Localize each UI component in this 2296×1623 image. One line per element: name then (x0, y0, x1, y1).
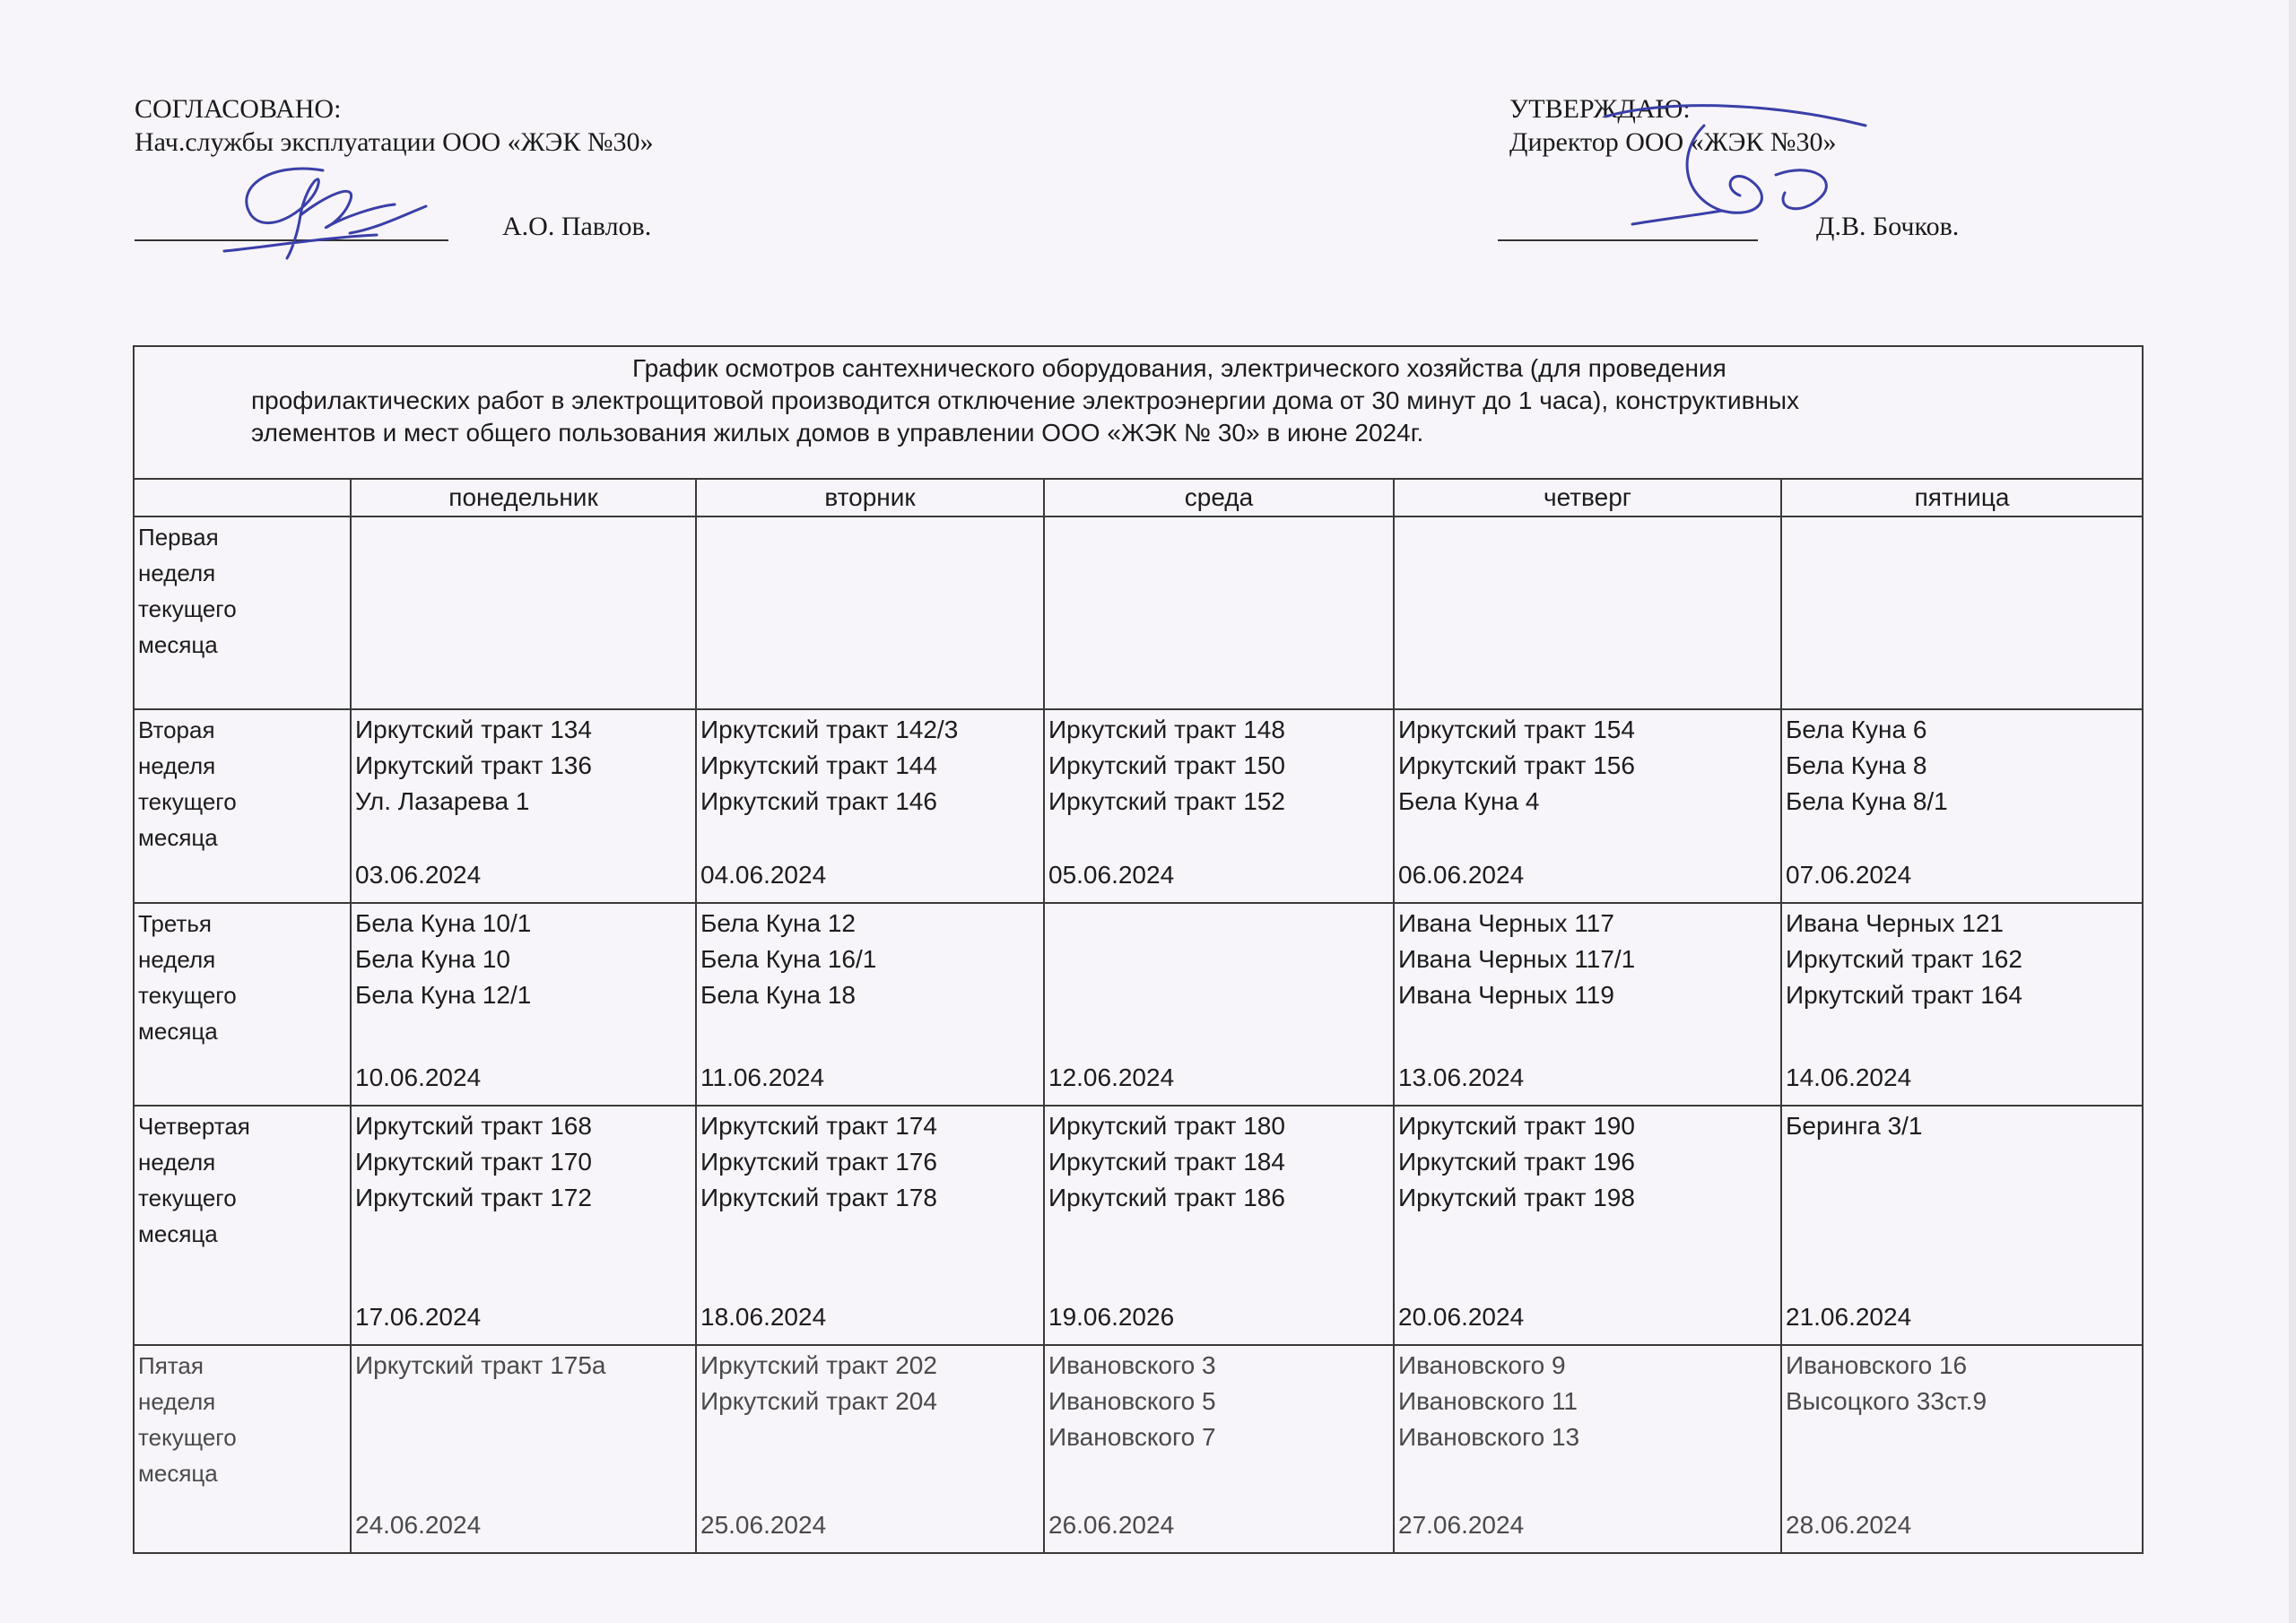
schedule-cell-thursday (1394, 1106, 1781, 1344)
week-label-line: неделя (138, 1149, 216, 1176)
week-label-line: неделя (138, 560, 216, 587)
week-label-line: месяца (138, 1459, 218, 1487)
day-header-wednesday: среда (1044, 479, 1394, 516)
address-item: Ивановского 9 (1398, 1350, 1566, 1379)
address-item: Ивана Черных 121 (1786, 908, 2004, 937)
week-label-line: текущего (138, 1423, 237, 1451)
table-title-line-1: График осмотров сантехнического оборудования, электрического хозяйства (для проведения (632, 354, 1726, 382)
schedule-cell-wednesday (1044, 1106, 1394, 1344)
schedule-cell-monday (351, 709, 696, 903)
schedule-cell-wednesday (1044, 903, 1394, 1106)
address-item: Иркутский тракт 162 (1786, 944, 2022, 973)
inspection-date: 14.06.2024 (1786, 1063, 1912, 1092)
inspection-date: 27.06.2024 (1398, 1511, 1525, 1539)
schedule-cell-tuesday (696, 709, 1044, 903)
address-item: Ивановского 7 (1048, 1422, 1216, 1451)
schedule-cell-thursday (1394, 903, 1781, 1106)
address-item: Бела Куна 12 (700, 908, 856, 937)
inspection-date: 11.06.2024 (700, 1063, 825, 1092)
week-label-line: месяца (138, 823, 218, 851)
corner-header (134, 479, 351, 516)
schedule-cell-thursday (1394, 1345, 1781, 1553)
address-item: Ул. Лазарева 1 (355, 786, 530, 815)
day-header-friday: пятница (1781, 479, 2143, 516)
schedule-cell-monday (351, 903, 696, 1106)
schedule-cell-monday (351, 516, 696, 708)
week-label-line: Третья (138, 909, 213, 937)
address-item: Иркутский тракт 164 (1786, 980, 2022, 1009)
table-title (134, 346, 2143, 479)
address-item: Иркутский тракт 178 (700, 1184, 937, 1212)
approval-right-position: Директор ООО «ЖЭК №30» (1509, 127, 1837, 157)
address-item: Иркутский тракт 156 (1398, 751, 1635, 779)
week-row (134, 1106, 2143, 1344)
address-item: Ивана Черных 117/1 (1398, 944, 1636, 973)
inspection-date: 25.06.2024 (700, 1511, 827, 1539)
address-item: Иркутский тракт 144 (700, 751, 937, 779)
signer-left-name: А.О. Павлов. (502, 212, 652, 241)
address-item: Иркутский тракт 202 (700, 1350, 937, 1379)
address-item: Иркутский тракт 190 (1398, 1112, 1635, 1141)
address-item: Иркутский тракт 186 (1048, 1184, 1285, 1212)
week-row (134, 1345, 2143, 1553)
address-item: Бела Куна 16/1 (700, 944, 877, 973)
address-item: Ивановского 16 (1786, 1350, 1968, 1379)
address-item: Иркутский тракт 152 (1048, 786, 1285, 815)
address-item: Иркутский тракт 196 (1398, 1148, 1635, 1176)
week-label-line: текущего (138, 1185, 237, 1212)
schedule-cell-wednesday (1044, 1345, 1394, 1553)
week-label (134, 1345, 351, 1553)
schedule-cell-friday (1781, 903, 2143, 1106)
address-item: Иркутский тракт 170 (355, 1148, 592, 1176)
address-item: Иркутский тракт 176 (700, 1148, 937, 1176)
address-item: Иркутский тракт 148 (1048, 715, 1285, 743)
address-item: Иркутский тракт 198 (1398, 1184, 1635, 1212)
week-label-line: Пятая (138, 1351, 204, 1379)
address-item: Ивановского 11 (1398, 1386, 1578, 1415)
day-header-thursday: четверг (1394, 479, 1781, 516)
schedule-cell-wednesday (1044, 516, 1394, 708)
week-label-line: месяца (138, 1017, 218, 1045)
schedule-cell-wednesday (1044, 709, 1394, 903)
week-label-line: неделя (138, 751, 216, 779)
week-label-line: неделя (138, 1387, 216, 1415)
address-item: Бела Куна 6 (1786, 715, 1927, 743)
inspection-date: 05.06.2024 (1048, 860, 1175, 889)
signer-right-name: Д.В. Бочков. (1816, 212, 1960, 241)
schedule-cell-friday (1781, 709, 2143, 903)
address-item: Ивана Черных 119 (1398, 980, 1614, 1009)
inspection-date: 28.06.2024 (1786, 1511, 1912, 1539)
inspection-date: 10.06.2024 (355, 1063, 482, 1092)
address-item: Бела Куна 10/1 (355, 908, 532, 937)
address-item: Иркутский тракт 175а (355, 1350, 606, 1379)
inspection-date: 03.06.2024 (355, 860, 482, 889)
address-item: Иркутский тракт 204 (700, 1386, 937, 1415)
address-item: Иркутский тракт 150 (1048, 751, 1285, 779)
inspection-date: 04.06.2024 (700, 860, 827, 889)
inspection-date: 24.06.2024 (355, 1511, 482, 1539)
address-item: Иркутский тракт 142/3 (700, 715, 959, 743)
week-label (134, 516, 351, 708)
address-item: Беринга 3/1 (1786, 1112, 1923, 1141)
approval-block-left (135, 92, 653, 159)
signature-right-image (1596, 90, 1919, 242)
scan-edge (2289, 0, 2296, 1623)
inspection-date: 19.06.2026 (1048, 1302, 1175, 1331)
address-item: Высоцкого 33ст.9 (1786, 1386, 1987, 1415)
week-label-line: Вторая (138, 716, 215, 743)
day-header-monday: понедельник (351, 479, 696, 516)
inspection-date: 21.06.2024 (1786, 1302, 1912, 1331)
signature-left-image (215, 152, 448, 269)
week-label-line: текущего (138, 787, 237, 815)
address-item: Иркутский тракт 134 (355, 715, 592, 743)
address-item: Бела Куна 12/1 (355, 980, 532, 1009)
day-header-tuesday: вторник (696, 479, 1044, 516)
schedule-cell-tuesday (696, 516, 1044, 708)
approval-left-position: Нач.службы эксплуатации ООО «ЖЭК №30» (135, 127, 654, 157)
address-item: Иркутский тракт 146 (700, 786, 937, 815)
week-label-line: месяца (138, 1220, 218, 1248)
week-label (134, 903, 351, 1106)
inspection-date: 12.06.2024 (1048, 1063, 1175, 1092)
schedule-cell-tuesday (696, 1106, 1044, 1344)
address-item: Ивановского 5 (1048, 1386, 1216, 1415)
inspection-date: 26.06.2024 (1048, 1511, 1175, 1539)
week-rows (134, 516, 2143, 1553)
table-title-row (134, 346, 2143, 479)
week-label (134, 1106, 351, 1344)
address-item: Иркутский тракт 154 (1398, 715, 1635, 743)
table-title-line-2: профилактических работ в электрощитовой производится отключение электроэнергии дома от 30 минут до 1 часа), конструктивных (251, 386, 1800, 414)
address-item: Иркутский тракт 168 (355, 1112, 592, 1141)
address-item: Бела Куна 18 (700, 980, 856, 1009)
inspection-date: 20.06.2024 (1398, 1302, 1525, 1331)
schedule-cell-monday (351, 1345, 696, 1553)
schedule-cell-friday (1781, 516, 2143, 708)
inspection-date: 13.06.2024 (1398, 1063, 1525, 1092)
approval-left-title: СОГЛАСОВАНО: (135, 94, 342, 124)
address-item: Ивановского 13 (1398, 1422, 1580, 1451)
schedule-cell-monday (351, 1106, 696, 1344)
day-header-row (134, 479, 2143, 516)
schedule-cell-friday (1781, 1106, 2143, 1344)
week-label-line: текущего (138, 595, 237, 623)
address-item: Иркутский тракт 172 (355, 1184, 592, 1212)
address-item: Ивановского 3 (1048, 1350, 1216, 1379)
address-item: Бела Куна 10 (355, 944, 510, 973)
week-label (134, 709, 351, 903)
week-row (134, 709, 2143, 903)
week-label-line: месяца (138, 631, 218, 659)
address-item: Иркутский тракт 136 (355, 751, 592, 779)
schedule-cell-friday (1781, 1345, 2143, 1553)
inspection-schedule-table (133, 345, 2144, 1554)
address-item: Бела Куна 8/1 (1786, 786, 1948, 815)
address-item: Бела Куна 8 (1786, 751, 1927, 779)
inspection-date: 18.06.2024 (700, 1302, 827, 1331)
approval-right-title: УТВЕРЖДАЮ: (1509, 94, 1691, 124)
schedule-cell-thursday (1394, 516, 1781, 708)
address-item: Ивана Черных 117 (1398, 908, 1614, 937)
address-item: Иркутский тракт 174 (700, 1112, 937, 1141)
table-title-line-3: элементов и мест общего пользования жилых домов в управлении ООО «ЖЭК № 30» в июне 2024г. (251, 419, 1424, 447)
schedule-cell-thursday (1394, 709, 1781, 903)
schedule-cell-tuesday (696, 903, 1044, 1106)
inspection-date: 06.06.2024 (1398, 860, 1525, 889)
week-label-line: Первая (138, 524, 219, 551)
week-row (134, 903, 2143, 1106)
week-label-line: Четвертая (138, 1113, 250, 1141)
week-label-line: неделя (138, 945, 216, 973)
week-label-line: текущего (138, 981, 237, 1009)
schedule-cell-tuesday (696, 1345, 1044, 1553)
address-item: Иркутский тракт 184 (1048, 1148, 1285, 1176)
address-item: Бела Куна 4 (1398, 786, 1540, 815)
address-item: Иркутский тракт 180 (1048, 1112, 1285, 1141)
week-row (134, 516, 2143, 708)
inspection-date: 07.06.2024 (1786, 860, 1912, 889)
inspection-date: 17.06.2024 (355, 1302, 482, 1331)
